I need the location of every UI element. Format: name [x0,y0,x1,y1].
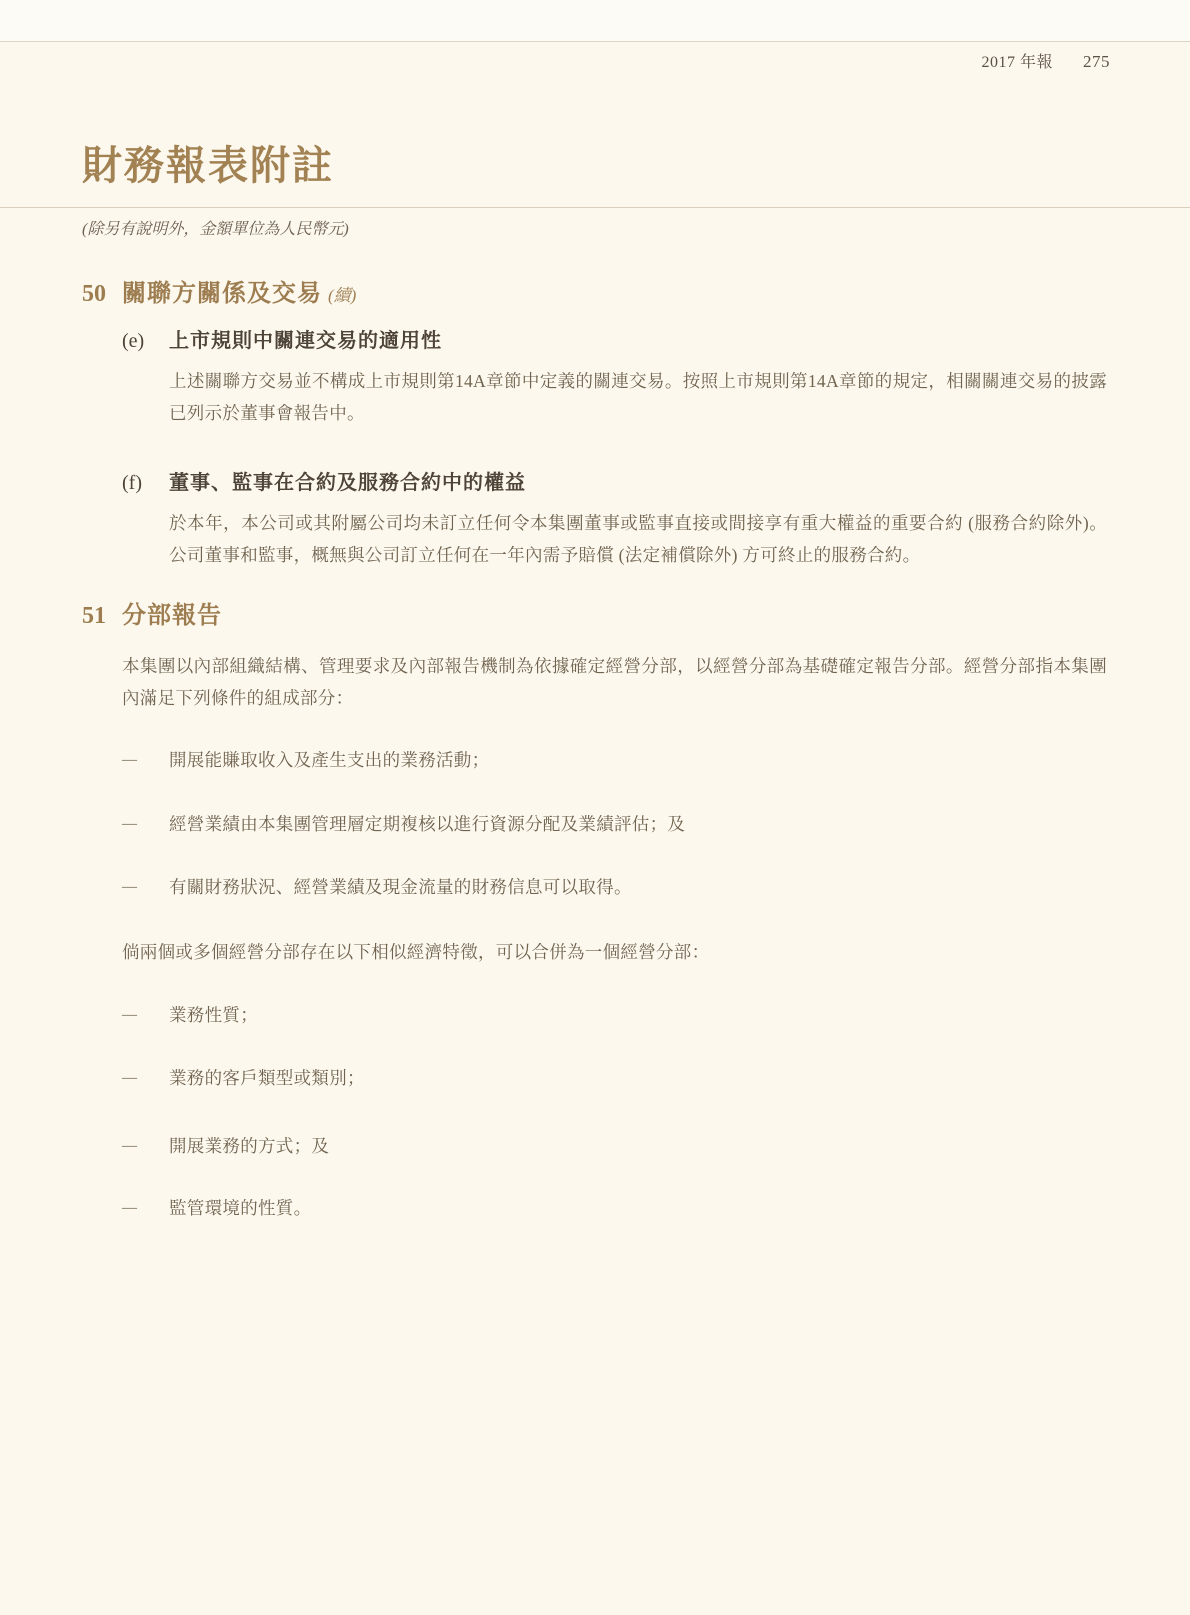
list-item-text: 監管環境的性質。 [169,1197,312,1218]
dash-bullet-marker: — [122,1138,137,1154]
list-item [122,1193,1107,1225]
list-item-text: 開展能賺取收入及產生支出的業務活動； [169,750,490,770]
subsection-e [122,328,1107,429]
list-item-text: 業務的客戶類型或類別； [169,1067,365,1088]
dash-bullet-marker: — [122,1199,137,1216]
list-item [122,745,1107,777]
list-item [122,1000,1107,1032]
subsection-paragraph: 於本年，本公司或其附屬公司均未訂立任何令本集團董事或監事直接或間接享有重大權益的重要合約 (服務合約除外)。公司董事和監事，概無與公司訂立任何在一年內需予賠償 (法定補償除外) 方可終止的服務合約。 [169,513,1107,565]
subsection-label: (f) [122,472,142,494]
segment-merge-paragraph: 倘兩個或多個經營分部存在以下相似經濟特徵，可以合併為一個經營分部： [122,941,710,962]
list-item-text: 有關財務狀況、經營業績及現金流量的財務信息可以取得。 [169,877,632,897]
section-heading-text: 關聯方關係及交易 [122,281,322,307]
list-item-text: 經營業績由本集團管理層定期複核以進行資源分配及業績評估；及 [169,813,686,834]
page-number: 275 [1083,52,1110,71]
dash-bullet-marker: — [122,879,137,895]
section-number: 51 [82,603,106,629]
dash-bullet-marker: — [122,1069,137,1086]
list-item [122,1063,1107,1095]
subsection-heading: 董事、監事在合約及服務合約中的權益 [169,472,526,494]
section-51 [82,601,1107,1224]
subsection-heading: 上市規則中關連交易的適用性 [169,330,442,352]
segment-intro-paragraph: 本集團以內部組織結構、管理要求及內部報告機制為依據確定經營分部，以經營分部為基礎確定報告分部。經營分部指本集團內滿足下列條件的組成部分： [122,656,1107,708]
top-rule [0,0,1190,42]
continued-marker: (續) [328,286,357,305]
dash-bullet-marker: — [122,815,137,832]
list-item-text: 開展業務的方式；及 [169,1136,330,1156]
dash-bullet-marker: — [122,1007,137,1023]
subsection-label: (e) [122,330,145,352]
subsection-paragraph: 上述關聯方交易並不構成上市規則第14A章節中定義的關連交易。按照上市規則第14A章節的規定，相關關連交易的披露已列示於董事會報告中。 [169,371,1107,423]
list-item-text: 業務性質； [169,1005,258,1025]
section-50 [82,279,1107,571]
subsection-f [122,470,1107,571]
section-number: 50 [82,281,106,307]
dash-bullet-marker: — [122,752,137,768]
list-item [122,1131,1107,1163]
page-title: 財務報表附註 [82,143,334,188]
report-year-label: 2017 年報 [981,54,1053,71]
section-heading-text: 分部報告 [122,603,222,629]
title-divider [0,207,1190,208]
section-heading [122,279,1107,311]
list-item [122,872,1107,904]
currency-unit-note: (除另有說明外，金額單位為人民幣元) [82,221,349,238]
page-header [0,50,1190,75]
section-heading [122,601,1107,631]
list-item [122,809,1107,841]
